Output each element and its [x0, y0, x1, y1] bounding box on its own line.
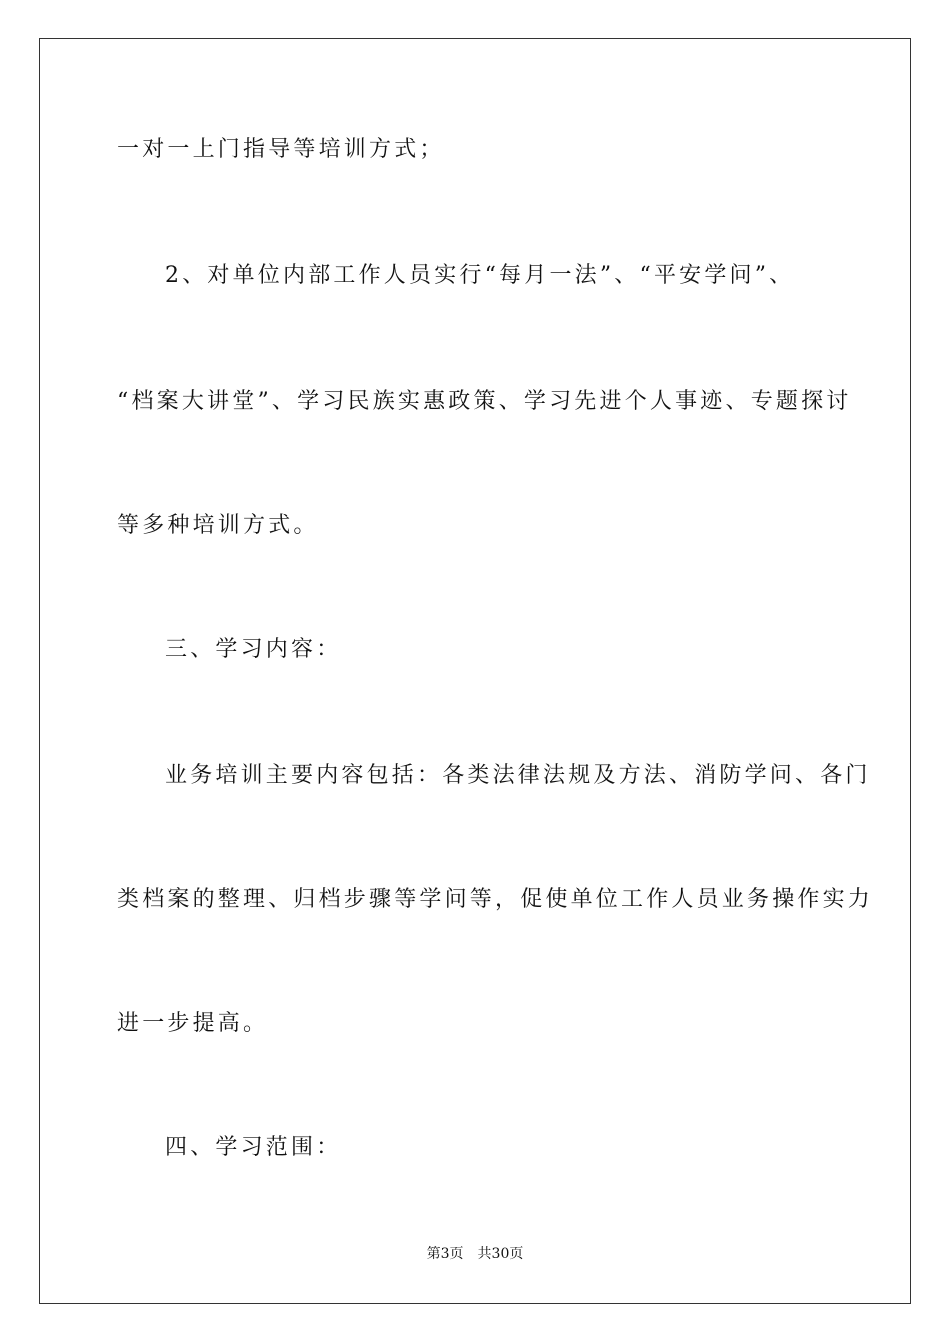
page-total: 共30页: [477, 1246, 524, 1262]
paragraph-line: 一对一上门指导等培训方式；: [117, 137, 445, 162]
paragraph-line: 等多种培训方式。: [117, 513, 319, 538]
paragraph-line: 类档案的整理、归档步骤等学问等，促使单位工作人员业务操作实力: [117, 887, 874, 912]
page-frame: [39, 38, 911, 1304]
section-heading: 四、学习范围：: [165, 1135, 342, 1160]
paragraph-line: 业务培训主要内容包括：各类法律法规及方法、消防学问、各门: [165, 763, 871, 788]
paragraph-line: 进一步提高。: [117, 1011, 269, 1036]
section-heading: 三、学习内容：: [165, 637, 342, 662]
paragraph-line: “档案大讲堂”、学习民族实惠政策、学习先进个人事迹、专题探讨: [117, 389, 852, 414]
paragraph-line: 2、对单位内部工作人员实行“每月一法”、“平安学问”、: [165, 263, 795, 288]
page-number: 第3页: [426, 1246, 464, 1262]
page-footer: [0, 1245, 950, 1263]
